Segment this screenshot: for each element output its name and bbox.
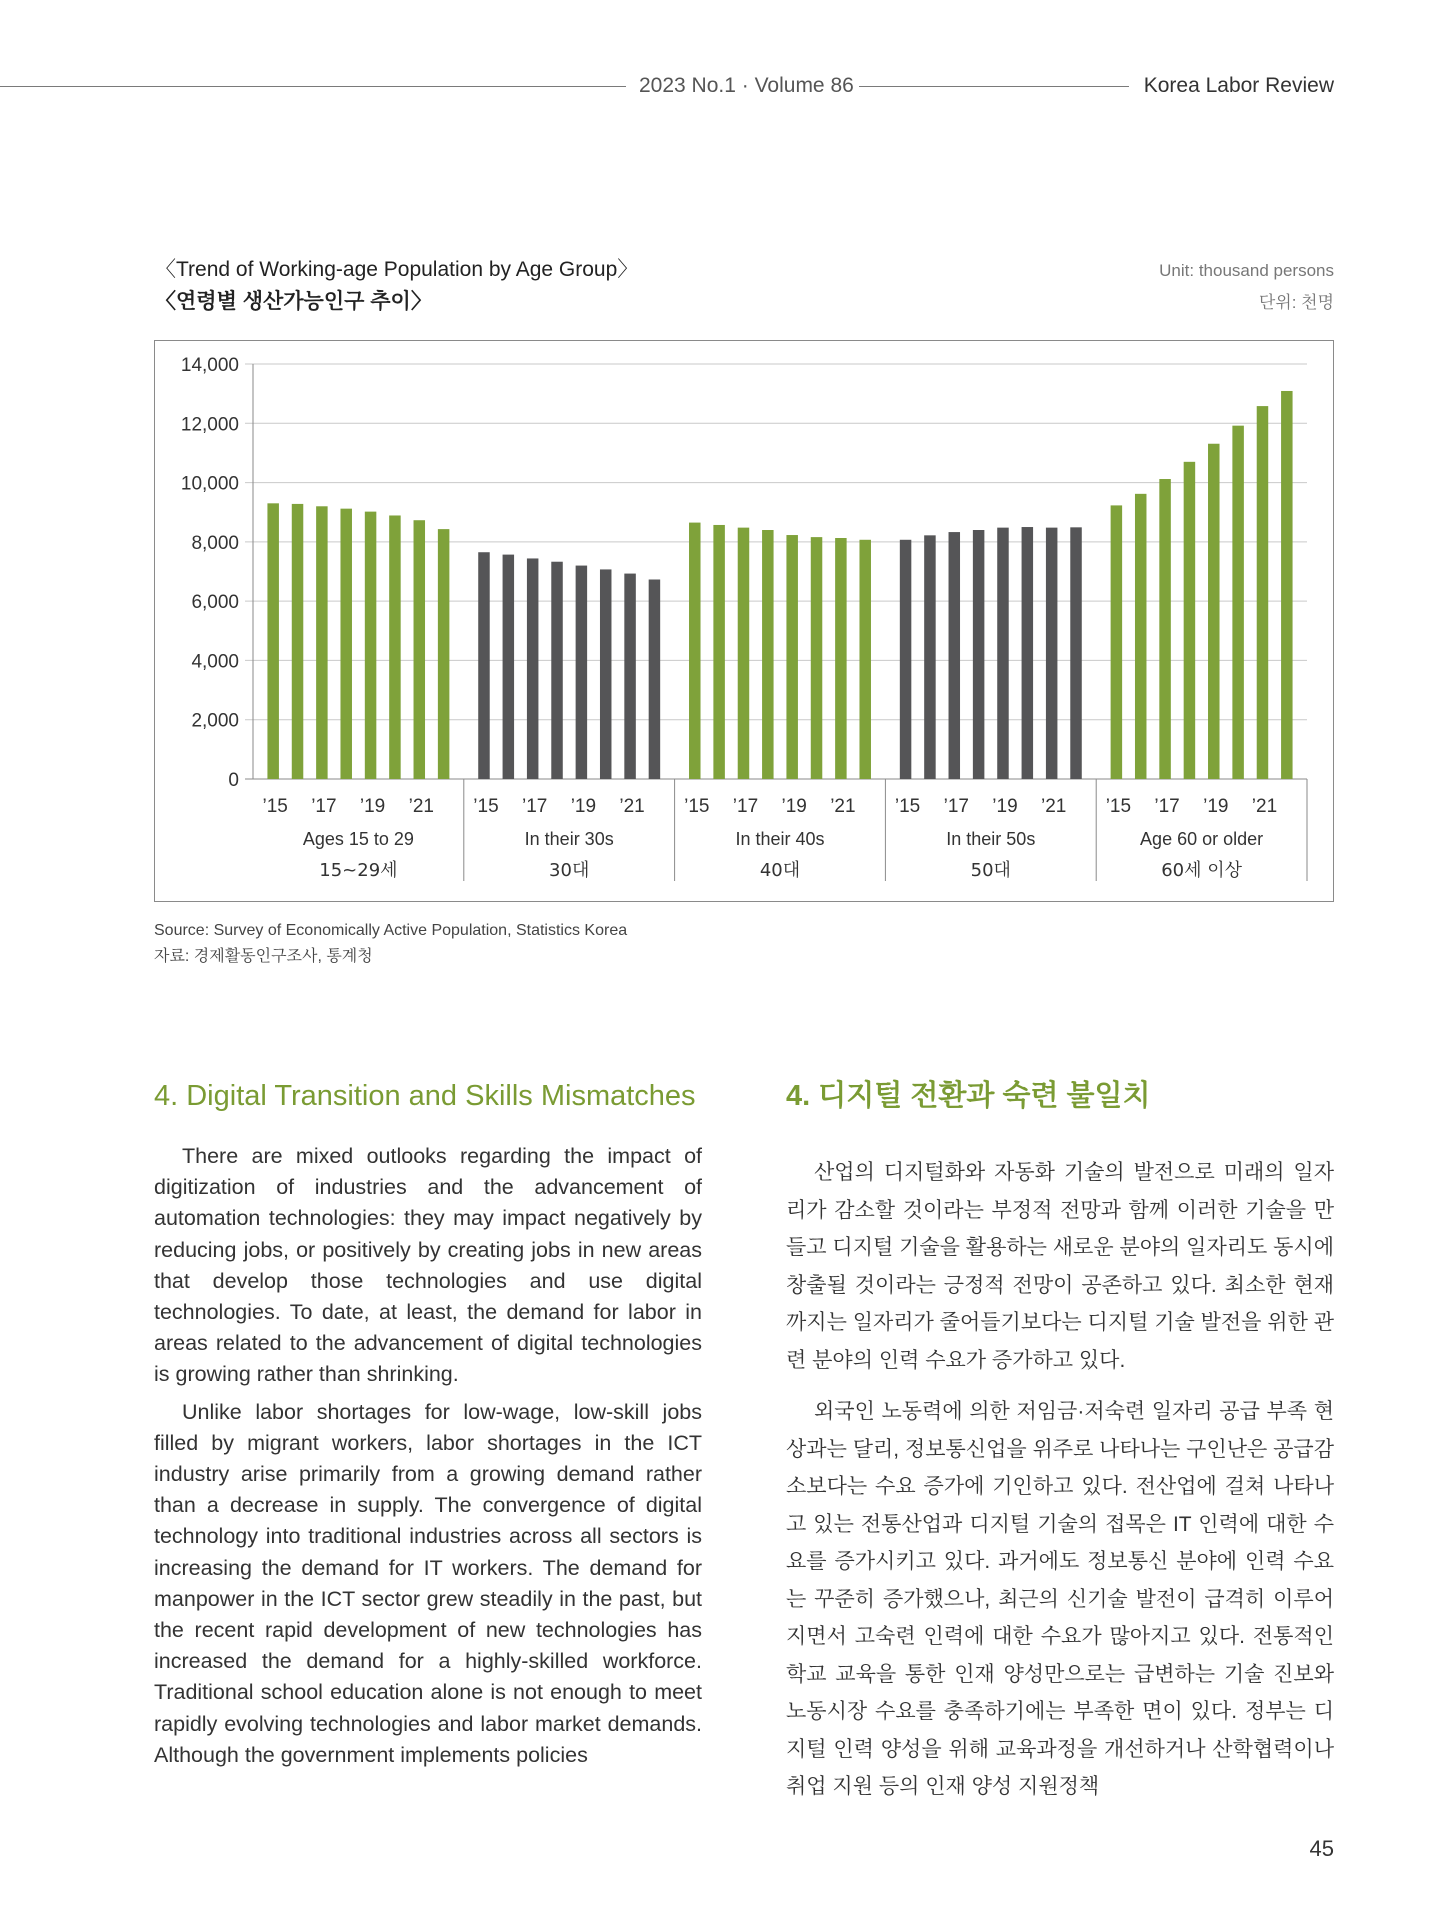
bar [786,535,798,779]
bar-chart [154,340,1334,902]
x-tick-label: ’21 [408,796,434,817]
x-tick-label: ’21 [619,796,645,817]
y-tick-label: 2,000 [191,710,239,732]
unit-label-en: Unit: thousand persons [1159,261,1334,280]
body-text-ko [786,1154,1334,1820]
group-label-ko: 15~29세 [319,860,398,881]
bar [365,512,377,779]
bar [1070,527,1082,779]
bar [762,530,774,779]
journal-name: Korea Labor Review [1143,74,1334,97]
group-label-en: In their 40s [735,829,825,849]
bar [414,520,426,779]
bar [1281,391,1293,779]
bar [973,530,985,779]
paragraph-en-1: There are mixed outlooks regarding the impact of digitization of industries and the advancement of automation technologies: they may impact negatively by reducing jobs, or positively by creating jobs in new areas that develop those technologies and use digital technologies. To date, at least, the demand for labor in areas related to the advancement of digital technologies is growing rather than shrinking. [154,1144,702,1387]
x-tick-label: ’19 [570,796,597,817]
issue-label: 2023 No.1 · Volume 86 [639,74,854,97]
x-tick-label: ’17 [311,796,337,817]
bar [835,538,847,779]
bar [340,509,352,779]
bar [267,503,279,779]
chart-title-en: 〈Trend of Working-age Population by Age Group〉 [155,258,639,281]
bar [811,537,823,779]
group-label-ko: 50대 [970,860,1011,881]
y-tick-label: 8,000 [191,532,239,554]
bar [997,528,1009,779]
y-tick-label: 10,000 [180,473,239,495]
bar [900,540,912,779]
bar [1184,462,1196,779]
x-tick-label: ’17 [943,796,969,817]
paragraph-en-2: Unlike labor shortages for low-wage, low-skill jobs filled by migrant workers, labor shortages in the ICT industry arise primarily from a growing demand rather than a decrease in supply. The convergence of digital technology into traditional industries across all sectors is increasing the demand for IT workers. The demand for manpower in the ICT sector grew steadily in the past, but the recent rapid development of new technologies has increased the demand for a highly-skilled workforce. Traditional school education alone is not enough to meet rapidly evolving technologies and labor market demands. Although the government implements policies [154,1399,702,1767]
group-label-ko: 40대 [759,860,801,881]
group-label-ko: 30대 [549,860,590,881]
bar [1022,527,1033,779]
bar [689,523,701,779]
y-tick-label: 0 [228,770,239,791]
y-tick-label: 12,000 [180,414,239,436]
bar [924,535,936,779]
x-tick-label: ’19 [359,796,386,817]
source-ko: 자료: 경제활동인구조사, 통계청 [154,948,373,965]
bar-chart-svg [155,341,1333,901]
y-tick-label: 4,000 [191,651,239,673]
bar [389,515,401,779]
paragraph-ko-1: 산업의 디지털화와 자동화 기술의 발전으로 미래의 일자리가 감소할 것이라는 부정적 전망과 함께 이러한 기술을 만들고 디지털 기술을 활용하는 새로운 분야의 일자리도 동시에 창출될 것이라는 긍정적 전망이 공존하고 있다. 최소한 현재까지는 일자리가 줄어들기보다는 디지털 기술 발전을 위한 관련 분야의 인력 수요가 증가하고 있다. [786,1161,1334,1372]
x-tick-label: ’21 [1251,796,1278,817]
bar [1208,444,1220,779]
section-title-ko: 4. 디지털 전환과 숙련 불일치 [786,1080,1151,1112]
bar [949,532,961,779]
bar [1159,479,1171,779]
x-tick-label: ’15 [684,796,710,817]
bar [1232,426,1244,779]
group-label-ko: 60세 이상 [1161,860,1242,881]
bar [1257,406,1269,779]
body-text-en [154,1141,702,1777]
source-en: Source: Survey of Economically Active Population, Statistics Korea [154,922,628,939]
bar [527,558,539,779]
bar [292,504,304,779]
bar [576,566,588,779]
chart-title-ko: 〈연령별 생산가능인구 추이〉 [155,290,432,313]
x-tick-label: ’19 [1203,796,1229,817]
x-tick-label: ’17 [1154,796,1180,817]
y-tick-label: 14,000 [180,355,239,376]
paragraph-ko-2: 외국인 노동력에 의한 저임금·저숙련 일자리 공급 부족 현상과는 달리, 정보통신업을 위주로 나타나는 구인난은 공급감소보다는 수요 증가에 기인하고 있다. 전산업에 걸쳐 나타나고 있는 전통산업과 디지털 기술의 접목은 IT 인력에 대한 수요를 증가시키고 있다. 과거에도 정보통신 분야에 인력 수요는 꾸준히 증가했으나, 최근의 신기술 발전이 급격히 이루어지면서 고숙련 인력에 대한 수요가 많아지고 있다. 전통적인 학교 교육을 통한 인재 양성만으로는 급변하는 기술 진보와 노동시장 수요를 충족하기에는 부족한 면이 있다. 정부는 디지털 인력 양성을 위해 교육과정을 개선하거나 산학협력이나 취업 지원 등의 인재 양성 지원정책 [786,1400,1334,1798]
x-tick-label: ’15 [262,796,288,817]
bar [1135,494,1147,779]
bar [316,506,328,779]
x-tick-label: ’21 [1040,796,1067,817]
x-tick-label: ’15 [894,796,921,817]
bar [438,529,450,779]
header-rule-middle [859,86,1129,87]
x-tick-label: ’19 [992,796,1018,817]
section-title-en: 4. Digital Transition and Skills Mismatches [154,1080,696,1112]
x-tick-label: ’15 [473,796,499,817]
bar [649,580,661,779]
bar [713,525,725,779]
group-label-en: Age 60 or older [1140,829,1264,849]
group-label-en: In their 50s [946,829,1036,849]
x-tick-label: ’21 [830,796,856,817]
header-rule-left [0,86,626,87]
x-tick-label: ’19 [781,796,807,817]
bar [738,528,750,779]
x-tick-label: ’17 [732,796,759,817]
bar [600,569,612,779]
unit-label-ko: 단위: 천명 [1258,293,1334,312]
bar [1046,528,1058,779]
group-label-en: Ages 15 to 29 [302,829,414,849]
bar [478,552,490,779]
bar [503,555,515,779]
bar [1111,505,1123,779]
group-label-en: In their 30s [524,829,614,849]
bar [859,540,871,779]
bar [551,562,563,779]
bar [624,574,636,779]
x-tick-label: ’17 [521,796,548,817]
page-number: 45 [1309,1836,1334,1861]
y-tick-label: 6,000 [191,592,239,614]
x-tick-label: ’15 [1105,796,1132,817]
